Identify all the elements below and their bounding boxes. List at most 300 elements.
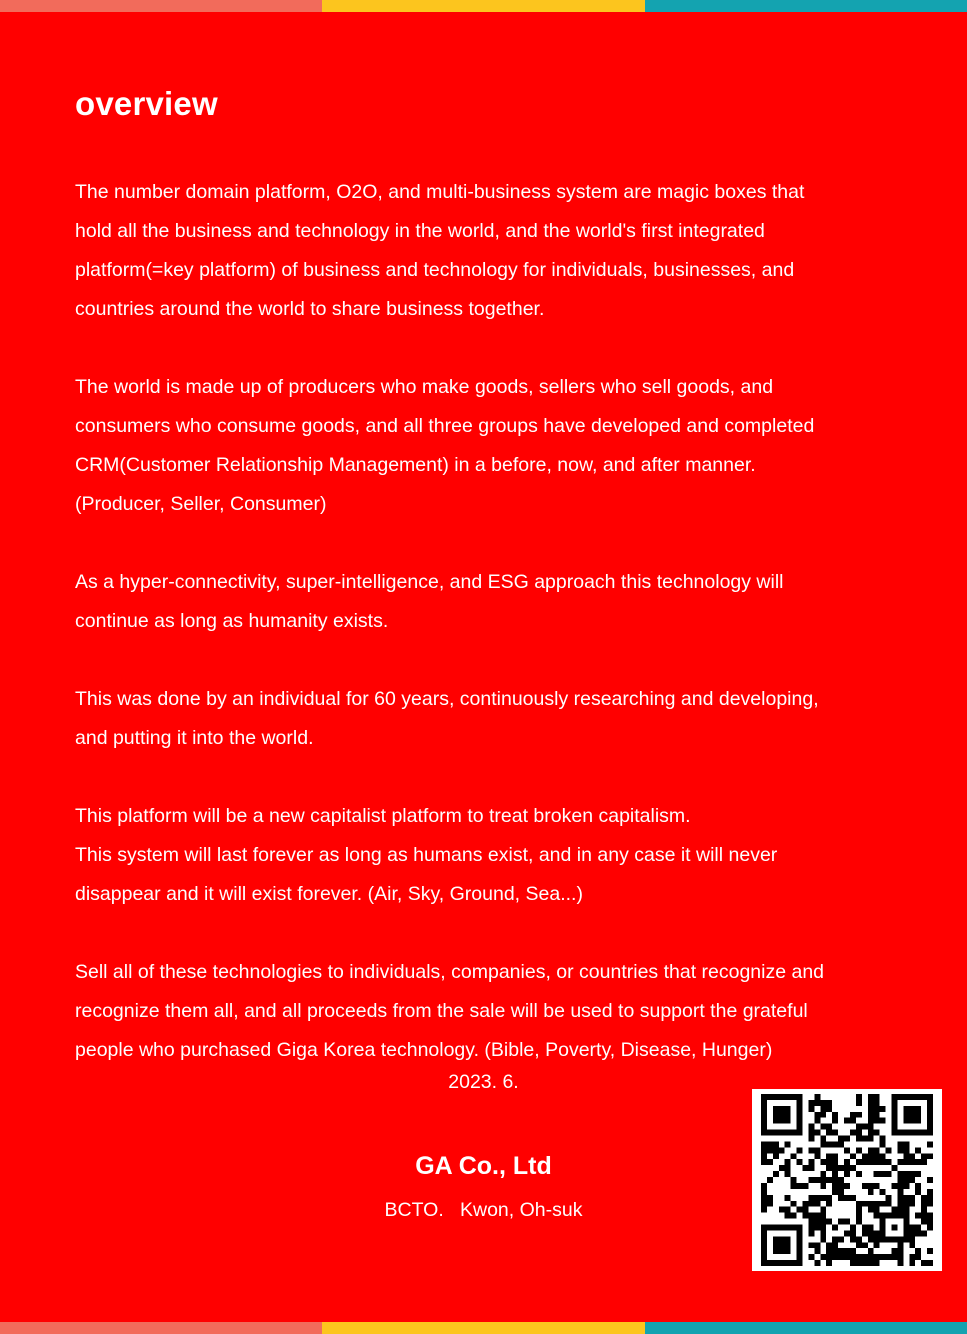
- qr-module: [808, 1159, 814, 1165]
- qr-module: [808, 1124, 814, 1130]
- qr-module: [856, 1100, 862, 1106]
- qr-module: [862, 1242, 868, 1248]
- qr-module: [874, 1118, 880, 1124]
- stripe-segment-yellow: [322, 1322, 644, 1334]
- qr-module: [903, 1177, 909, 1183]
- qr-module: [927, 1260, 933, 1266]
- qr-module: [797, 1242, 803, 1248]
- qr-module: [850, 1236, 856, 1242]
- qr-module: [886, 1171, 892, 1177]
- qr-module: [856, 1094, 862, 1100]
- qr-module: [891, 1254, 897, 1260]
- qr-module: [891, 1112, 897, 1118]
- qr-module: [767, 1201, 773, 1207]
- text-line: CRM(Customer Relationship Management) in a before, now, and after manner.: [75, 454, 756, 476]
- qr-module: [868, 1224, 874, 1230]
- qr-module: [868, 1260, 874, 1266]
- qr-module: [927, 1153, 933, 1159]
- qr-module: [927, 1094, 933, 1100]
- qr-module: [779, 1147, 785, 1153]
- text-line: continue as long as humanity exists.: [75, 610, 389, 632]
- qr-module: [761, 1201, 767, 1207]
- qr-module: [761, 1242, 767, 1248]
- qr-module: [832, 1177, 838, 1183]
- qr-module: [915, 1213, 921, 1219]
- qr-module: [820, 1141, 826, 1147]
- qr-module: [862, 1254, 868, 1260]
- qr-module: [850, 1118, 856, 1124]
- qr-module: [838, 1219, 844, 1225]
- qr-module: [773, 1106, 779, 1112]
- qr-module: [808, 1106, 814, 1112]
- qr-module: [832, 1118, 838, 1124]
- qr-module: [903, 1213, 909, 1219]
- qr-module: [779, 1242, 785, 1248]
- qr-module: [820, 1124, 826, 1130]
- qr-module: [767, 1141, 773, 1147]
- qr-module: [903, 1183, 909, 1189]
- qr-module: [880, 1118, 886, 1124]
- qr-module: [927, 1100, 933, 1106]
- qr-module: [797, 1130, 803, 1136]
- qr-module: [897, 1094, 903, 1100]
- qr-module: [797, 1100, 803, 1106]
- document-date: 2023. 6.: [448, 1071, 519, 1093]
- qr-module: [886, 1195, 892, 1201]
- qr-module: [820, 1106, 826, 1112]
- qr-module: [761, 1118, 767, 1124]
- qr-module: [921, 1219, 927, 1225]
- qr-module: [826, 1153, 832, 1159]
- qr-module: [915, 1171, 921, 1177]
- qr-module: [874, 1106, 880, 1112]
- qr-module: [880, 1136, 886, 1142]
- qr-module: [785, 1130, 791, 1136]
- qr-module: [891, 1100, 897, 1106]
- qr-module: [797, 1147, 803, 1153]
- qr-module: [897, 1254, 903, 1260]
- text-line: recognize them all, and all proceeds from the sale will be used to support the grateful: [75, 1000, 808, 1022]
- qr-module: [808, 1242, 814, 1248]
- qr-module: [903, 1224, 909, 1230]
- qr-module: [856, 1136, 862, 1142]
- qr-module: [903, 1147, 909, 1153]
- qr-module: [856, 1112, 862, 1118]
- qr-module: [903, 1201, 909, 1207]
- qr-module: [915, 1230, 921, 1236]
- text-line: As a hyper-connectivity, super-intelligence, and ESG approach this technology will: [75, 571, 784, 593]
- qr-module: [915, 1183, 921, 1189]
- text-line: This was done by an individual for 60 years, continuously researching and developing,: [75, 688, 819, 710]
- qr-module: [903, 1141, 909, 1147]
- qr-module: [891, 1224, 897, 1230]
- text-line: consumers who consume goods, and all three groups have developed and completed: [75, 415, 815, 437]
- qr-module: [897, 1147, 903, 1153]
- qr-module: [915, 1248, 921, 1254]
- qr-module: [832, 1165, 838, 1171]
- qr-module: [826, 1159, 832, 1165]
- qr-module: [820, 1219, 826, 1225]
- qr-module: [785, 1236, 791, 1242]
- qr-module: [880, 1141, 886, 1147]
- qr-module: [886, 1236, 892, 1242]
- qr-module: [803, 1183, 809, 1189]
- qr-module: [826, 1195, 832, 1201]
- qr-module: [897, 1189, 903, 1195]
- qr-module: [785, 1242, 791, 1248]
- qr-module: [814, 1195, 820, 1201]
- qr-module: [773, 1112, 779, 1118]
- qr-module: [761, 1100, 767, 1106]
- qr-module: [897, 1260, 903, 1266]
- qr-module: [891, 1248, 897, 1254]
- qr-module: [880, 1224, 886, 1230]
- qr-module: [820, 1171, 826, 1177]
- qr-module: [856, 1213, 862, 1219]
- qr-module: [779, 1224, 785, 1230]
- paragraph: [75, 680, 885, 758]
- qr-module: [903, 1230, 909, 1236]
- qr-module: [832, 1224, 838, 1230]
- qr-module: [797, 1236, 803, 1242]
- qr-module: [820, 1207, 826, 1213]
- qr-module: [915, 1112, 921, 1118]
- qr-module: [761, 1159, 767, 1165]
- qr-module: [850, 1165, 856, 1171]
- qr-module: [850, 1230, 856, 1236]
- qr-module: [868, 1183, 874, 1189]
- paragraph: [75, 368, 885, 524]
- qr-module: [797, 1224, 803, 1230]
- qr-module: [826, 1177, 832, 1183]
- qr-module: [791, 1153, 797, 1159]
- qr-module: [814, 1147, 820, 1153]
- qr-module: [844, 1195, 850, 1201]
- qr-module: [826, 1260, 832, 1266]
- qr-module: [838, 1136, 844, 1142]
- qr-module: [915, 1159, 921, 1165]
- qr-module: [897, 1141, 903, 1147]
- qr-module: [773, 1153, 779, 1159]
- qr-module: [862, 1224, 868, 1230]
- paragraph: [75, 797, 885, 914]
- qr-module: [761, 1130, 767, 1136]
- qr-module: [838, 1248, 844, 1254]
- qr-module: [909, 1224, 915, 1230]
- qr-module: [927, 1118, 933, 1124]
- qr-module: [814, 1153, 820, 1159]
- qr-module: [808, 1230, 814, 1236]
- qr-module: [826, 1124, 832, 1130]
- qr-module: [909, 1201, 915, 1207]
- qr-module: [779, 1106, 785, 1112]
- qr-module: [826, 1254, 832, 1260]
- qr-module: [897, 1177, 903, 1183]
- qr-module: [909, 1094, 915, 1100]
- qr-module: [814, 1242, 820, 1248]
- qr-module: [785, 1224, 791, 1230]
- qr-module: [832, 1159, 838, 1165]
- qr-module: [850, 1130, 856, 1136]
- qr-module: [909, 1171, 915, 1177]
- qr-module: [761, 1189, 767, 1195]
- qr-module: [838, 1177, 844, 1183]
- qr-module: [874, 1153, 880, 1159]
- qr-module: [909, 1112, 915, 1118]
- qr-module: [856, 1207, 862, 1213]
- qr-module: [791, 1130, 797, 1136]
- qr-module: [838, 1236, 844, 1242]
- qr-module: [797, 1254, 803, 1260]
- qr-module: [832, 1141, 838, 1147]
- qr-code-icon: [752, 1089, 942, 1271]
- qr-module: [832, 1248, 838, 1254]
- text-line: people who purchased Giga Korea technology. (Bible, Poverty, Disease, Hunger): [75, 1039, 773, 1061]
- qr-module: [773, 1236, 779, 1242]
- qr-module: [826, 1242, 832, 1248]
- qr-module: [927, 1124, 933, 1130]
- qr-module: [909, 1236, 915, 1242]
- qr-module: [874, 1254, 880, 1260]
- qr-module: [838, 1254, 844, 1260]
- qr-module: [850, 1260, 856, 1266]
- qr-module: [880, 1106, 886, 1112]
- qr-module: [897, 1130, 903, 1136]
- qr-module: [927, 1106, 933, 1112]
- qr-module: [838, 1195, 844, 1201]
- qr-module: [850, 1195, 856, 1201]
- qr-module: [832, 1242, 838, 1248]
- qr-module: [797, 1118, 803, 1124]
- qr-module: [850, 1224, 856, 1230]
- qr-module: [761, 1112, 767, 1118]
- company-name: GA Co., Ltd: [415, 1152, 552, 1180]
- qr-module: [927, 1189, 933, 1195]
- qr-module: [927, 1248, 933, 1254]
- qr-module: [915, 1224, 921, 1230]
- qr-code-graphic: [757, 1094, 937, 1266]
- qr-module: [903, 1106, 909, 1112]
- qr-module: [844, 1118, 850, 1124]
- qr-module: [915, 1130, 921, 1136]
- qr-module: [761, 1248, 767, 1254]
- qr-module: [891, 1236, 897, 1242]
- qr-module: [921, 1094, 927, 1100]
- qr-module: [868, 1236, 874, 1242]
- qr-module: [897, 1236, 903, 1242]
- qr-module: [814, 1260, 820, 1266]
- qr-module: [832, 1183, 838, 1189]
- qr-module: [820, 1183, 826, 1189]
- qr-module: [814, 1112, 820, 1118]
- qr-module: [767, 1260, 773, 1266]
- text-line: and putting it into the world.: [75, 727, 314, 749]
- qr-module: [909, 1260, 915, 1266]
- qr-module: [820, 1224, 826, 1230]
- qr-module: [832, 1112, 838, 1118]
- qr-module: [856, 1159, 862, 1165]
- qr-module: [761, 1224, 767, 1230]
- qr-module: [761, 1124, 767, 1130]
- qr-module: [880, 1219, 886, 1225]
- qr-module: [856, 1242, 862, 1248]
- qr-module: [915, 1189, 921, 1195]
- qr-module: [897, 1195, 903, 1201]
- qr-module: [814, 1118, 820, 1124]
- qr-module: [862, 1153, 868, 1159]
- qr-module: [844, 1254, 850, 1260]
- qr-module: [785, 1118, 791, 1124]
- qr-module: [856, 1219, 862, 1225]
- qr-module: [761, 1153, 767, 1159]
- qr-module: [880, 1189, 886, 1195]
- qr-module: [856, 1236, 862, 1242]
- qr-module: [868, 1207, 874, 1213]
- qr-module: [927, 1219, 933, 1225]
- qr-module: [927, 1141, 933, 1147]
- qr-module: [897, 1171, 903, 1177]
- qr-module: [927, 1201, 933, 1207]
- qr-module: [820, 1177, 826, 1183]
- qr-module: [868, 1112, 874, 1118]
- qr-module: [850, 1112, 856, 1118]
- qr-module: [832, 1189, 838, 1195]
- qr-module: [808, 1177, 814, 1183]
- qr-module: [850, 1153, 856, 1159]
- qr-module: [808, 1224, 814, 1230]
- qr-module: [785, 1159, 791, 1165]
- qr-module: [880, 1236, 886, 1242]
- qr-module: [891, 1213, 897, 1219]
- qr-module: [797, 1207, 803, 1213]
- qr-module: [761, 1183, 767, 1189]
- qr-module: [880, 1254, 886, 1260]
- qr-module: [921, 1230, 927, 1236]
- qr-module: [903, 1171, 909, 1177]
- qr-module: [791, 1094, 797, 1100]
- qr-module: [785, 1195, 791, 1201]
- qr-module: [868, 1100, 874, 1106]
- qr-module: [862, 1201, 868, 1207]
- qr-module: [927, 1112, 933, 1118]
- qr-module: [909, 1130, 915, 1136]
- qr-module: [785, 1248, 791, 1254]
- qr-module: [761, 1254, 767, 1260]
- qr-module: [856, 1254, 862, 1260]
- qr-module: [868, 1094, 874, 1100]
- qr-module: [897, 1248, 903, 1254]
- qr-module: [886, 1213, 892, 1219]
- qr-module: [927, 1224, 933, 1230]
- qr-module: [844, 1136, 850, 1142]
- qr-module: [874, 1230, 880, 1236]
- qr-module: [909, 1106, 915, 1112]
- qr-module: [820, 1100, 826, 1106]
- qr-module: [874, 1094, 880, 1100]
- qr-module: [785, 1094, 791, 1100]
- qr-module: [903, 1153, 909, 1159]
- qr-module: [927, 1177, 933, 1183]
- qr-module: [808, 1100, 814, 1106]
- qr-module: [844, 1248, 850, 1254]
- qr-module: [868, 1254, 874, 1260]
- qr-module: [808, 1165, 814, 1171]
- qr-module: [791, 1224, 797, 1230]
- qr-module: [868, 1248, 874, 1254]
- qr-module: [909, 1254, 915, 1260]
- qr-module: [814, 1219, 820, 1225]
- qr-module: [826, 1248, 832, 1254]
- qr-module: [820, 1230, 826, 1236]
- qr-module: [856, 1171, 862, 1177]
- qr-module: [761, 1260, 767, 1266]
- qr-module: [832, 1254, 838, 1260]
- qr-module: [874, 1201, 880, 1207]
- qr-module: [797, 1159, 803, 1165]
- qr-module: [903, 1236, 909, 1242]
- qr-module: [773, 1260, 779, 1266]
- qr-module: [844, 1147, 850, 1153]
- qr-module: [820, 1159, 826, 1165]
- qr-module: [856, 1147, 862, 1153]
- qr-module: [779, 1260, 785, 1266]
- qr-module: [826, 1201, 832, 1207]
- qr-module: [891, 1106, 897, 1112]
- qr-module: [785, 1171, 791, 1177]
- qr-module: [814, 1100, 820, 1106]
- qr-module: [868, 1124, 874, 1130]
- qr-module: [773, 1130, 779, 1136]
- text-line: Sell all of these technologies to individuals, companies, or countries that recognize and: [75, 961, 825, 983]
- paragraph: [75, 173, 885, 329]
- qr-module: [909, 1177, 915, 1183]
- qr-module: [862, 1230, 868, 1236]
- body-text: [75, 173, 885, 1070]
- qr-module: [886, 1159, 892, 1165]
- qr-module: [779, 1207, 785, 1213]
- qr-module: [767, 1177, 773, 1183]
- qr-module: [874, 1242, 880, 1248]
- qr-module: [773, 1242, 779, 1248]
- qr-module: [820, 1213, 826, 1219]
- qr-module: [921, 1201, 927, 1207]
- qr-module: [897, 1213, 903, 1219]
- qr-module: [874, 1207, 880, 1213]
- signer-name: BCTO. Kwon, Oh-suk: [384, 1199, 583, 1221]
- qr-module: [814, 1201, 820, 1207]
- qr-module: [838, 1189, 844, 1195]
- qr-module: [773, 1171, 779, 1177]
- qr-module: [880, 1171, 886, 1177]
- qr-module: [844, 1230, 850, 1236]
- qr-module: [921, 1195, 927, 1201]
- qr-module: [891, 1124, 897, 1130]
- qr-module: [779, 1094, 785, 1100]
- qr-module: [785, 1106, 791, 1112]
- qr-module: [767, 1130, 773, 1136]
- qr-module: [844, 1165, 850, 1171]
- qr-module: [927, 1213, 933, 1219]
- qr-module: [880, 1159, 886, 1165]
- qr-module: [838, 1141, 844, 1147]
- qr-module: [779, 1236, 785, 1242]
- qr-module: [874, 1236, 880, 1242]
- qr-module: [791, 1177, 797, 1183]
- qr-module: [886, 1201, 892, 1207]
- qr-module: [868, 1230, 874, 1236]
- qr-module: [797, 1112, 803, 1118]
- qr-module: [808, 1213, 814, 1219]
